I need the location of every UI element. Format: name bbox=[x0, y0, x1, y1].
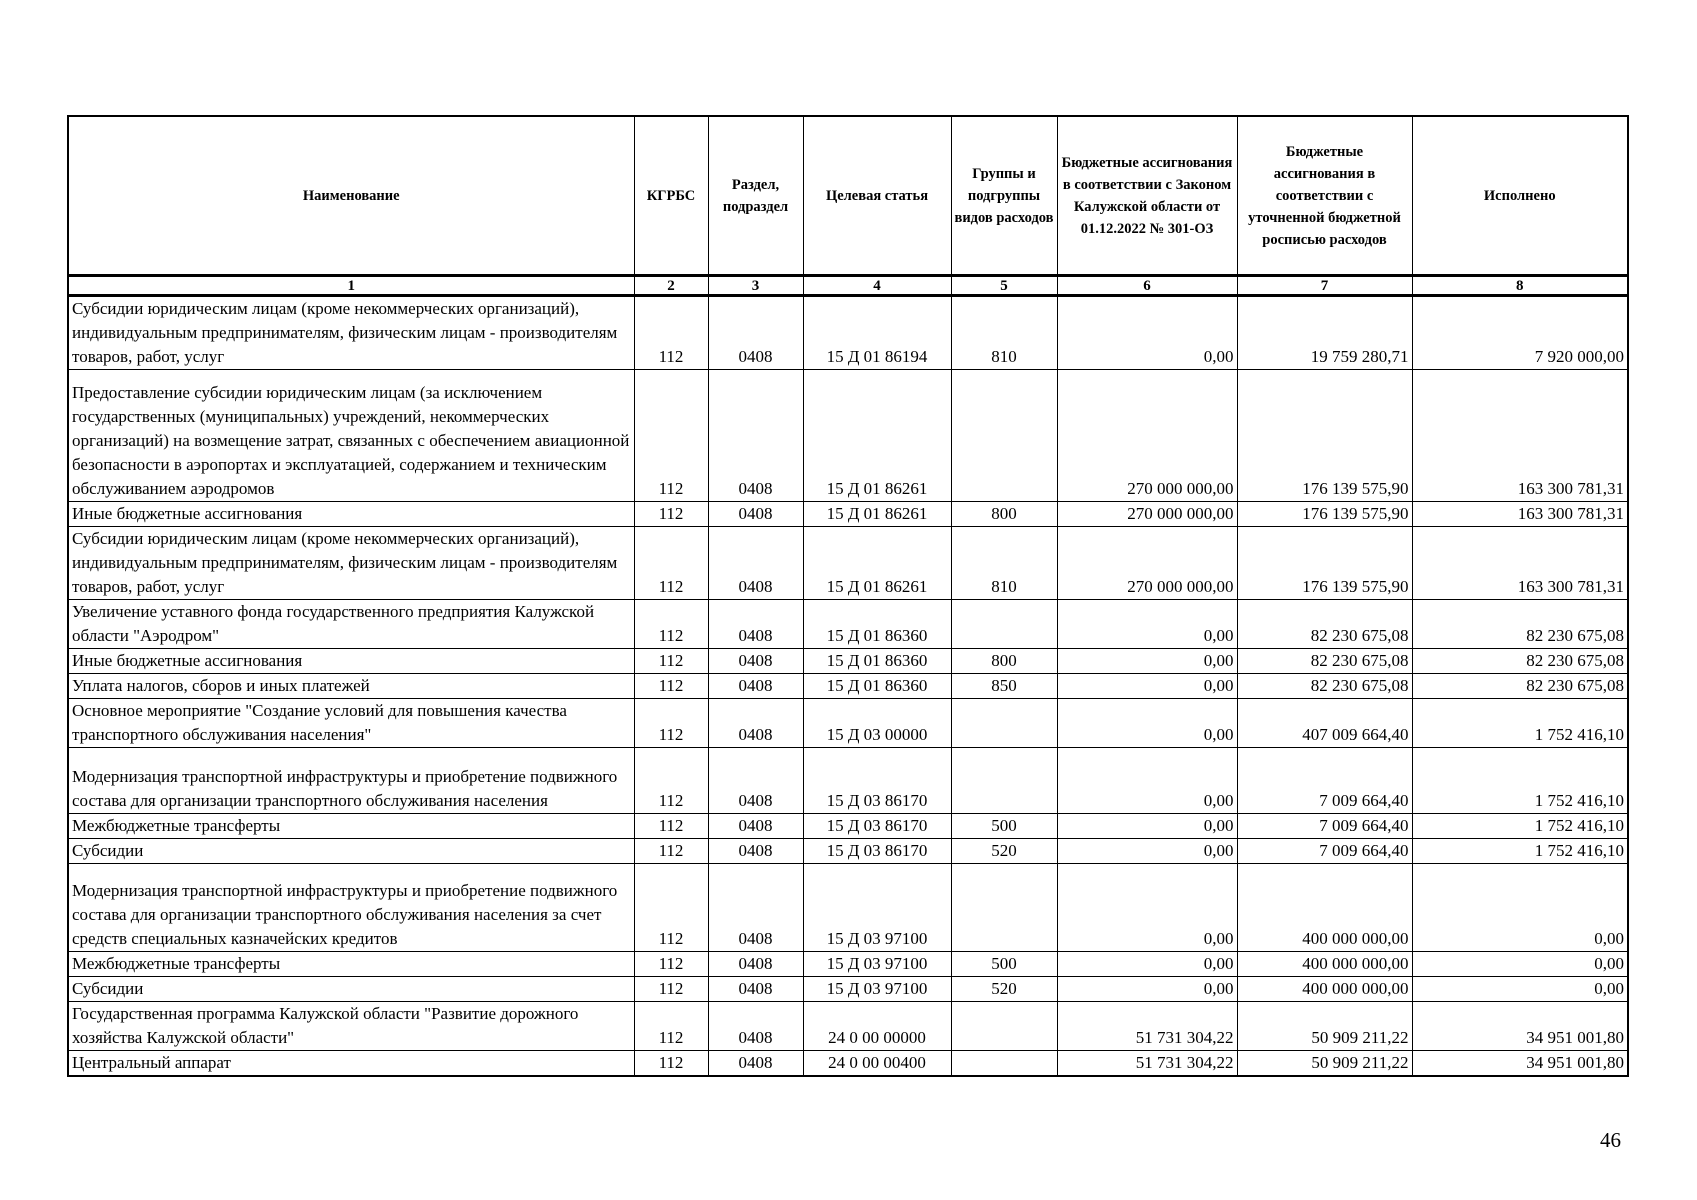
cell-executed: 163 300 781,31 bbox=[1412, 527, 1628, 600]
cell-name: Иные бюджетные ассигнования bbox=[68, 502, 634, 527]
cell-section: 0408 bbox=[708, 296, 803, 370]
page-number: 46 bbox=[1600, 1128, 1621, 1152]
cell-kgrbs: 112 bbox=[634, 502, 708, 527]
cell-section: 0408 bbox=[708, 748, 803, 814]
cell-law-allocation: 270 000 000,00 bbox=[1057, 502, 1237, 527]
cell-roll-allocation: 82 230 675,08 bbox=[1237, 600, 1412, 649]
cell-section: 0408 bbox=[708, 502, 803, 527]
cell-roll-allocation: 50 909 211,22 bbox=[1237, 1002, 1412, 1051]
cell-expense-group bbox=[951, 1051, 1057, 1077]
table-row bbox=[68, 864, 1628, 952]
cell-section: 0408 bbox=[708, 527, 803, 600]
table-row bbox=[68, 649, 1628, 674]
cell-section: 0408 bbox=[708, 370, 803, 502]
column-number-row bbox=[68, 276, 1628, 296]
cell-name: Субсидии bbox=[68, 977, 634, 1002]
cell-target-article: 15 Д 01 86261 bbox=[803, 370, 951, 502]
cell-roll-allocation: 400 000 000,00 bbox=[1237, 864, 1412, 952]
cell-expense-group: 800 bbox=[951, 502, 1057, 527]
header-kgrbs: КГРБС bbox=[634, 116, 708, 276]
cell-kgrbs: 112 bbox=[634, 649, 708, 674]
cell-section: 0408 bbox=[708, 977, 803, 1002]
cell-roll-allocation: 19 759 280,71 bbox=[1237, 296, 1412, 370]
cell-target-article: 15 Д 01 86360 bbox=[803, 674, 951, 699]
cell-law-allocation: 0,00 bbox=[1057, 600, 1237, 649]
cell-law-allocation: 0,00 bbox=[1057, 649, 1237, 674]
cell-section: 0408 bbox=[708, 649, 803, 674]
cell-name: Субсидии bbox=[68, 839, 634, 864]
cell-target-article: 15 Д 03 97100 bbox=[803, 864, 951, 952]
cell-roll-allocation: 82 230 675,08 bbox=[1237, 674, 1412, 699]
cell-law-allocation: 270 000 000,00 bbox=[1057, 370, 1237, 502]
cell-expense-group: 810 bbox=[951, 296, 1057, 370]
cell-target-article: 15 Д 03 97100 bbox=[803, 952, 951, 977]
cell-name: Государственная программа Калужской области "Развитие дорожного хозяйства Калужской области" bbox=[68, 1002, 634, 1051]
cell-expense-group: 520 bbox=[951, 977, 1057, 1002]
cell-target-article: 15 Д 01 86360 bbox=[803, 649, 951, 674]
table-row bbox=[68, 748, 1628, 814]
header-name: Наименование bbox=[68, 116, 634, 276]
cell-expense-group: 850 bbox=[951, 674, 1057, 699]
cell-target-article: 15 Д 01 86261 bbox=[803, 527, 951, 600]
cell-law-allocation: 0,00 bbox=[1057, 748, 1237, 814]
cell-law-allocation: 0,00 bbox=[1057, 839, 1237, 864]
cell-executed: 0,00 bbox=[1412, 977, 1628, 1002]
column-number: 4 bbox=[803, 276, 951, 296]
cell-kgrbs: 112 bbox=[634, 674, 708, 699]
cell-roll-allocation: 176 139 575,90 bbox=[1237, 502, 1412, 527]
cell-expense-group: 500 bbox=[951, 814, 1057, 839]
cell-roll-allocation: 176 139 575,90 bbox=[1237, 370, 1412, 502]
cell-kgrbs: 112 bbox=[634, 527, 708, 600]
cell-executed: 0,00 bbox=[1412, 952, 1628, 977]
cell-name: Иные бюджетные ассигнования bbox=[68, 649, 634, 674]
cell-name: Предоставление субсидии юридическим лицам (за исключением государственных (муниципальных) учреждений, некоммерческих организаций) на возмещение затрат, связанных с обеспечением авиационной безопасности в аэропортах и эксплуатацией, содержанием и техническим обслуживанием аэродромов bbox=[68, 370, 634, 502]
cell-executed: 0,00 bbox=[1412, 864, 1628, 952]
cell-section: 0408 bbox=[708, 839, 803, 864]
column-number: 7 bbox=[1237, 276, 1412, 296]
cell-expense-group: 520 bbox=[951, 839, 1057, 864]
table-row bbox=[68, 952, 1628, 977]
cell-kgrbs: 112 bbox=[634, 600, 708, 649]
cell-law-allocation: 0,00 bbox=[1057, 864, 1237, 952]
cell-name: Межбюджетные трансферты bbox=[68, 952, 634, 977]
table-row bbox=[68, 1051, 1628, 1077]
table-row bbox=[68, 977, 1628, 1002]
table-row bbox=[68, 1002, 1628, 1051]
table-row bbox=[68, 699, 1628, 748]
header-expense-group: Группы и подгруппы видов расходов bbox=[951, 116, 1057, 276]
table-row bbox=[68, 527, 1628, 600]
cell-expense-group: 810 bbox=[951, 527, 1057, 600]
cell-target-article: 15 Д 03 86170 bbox=[803, 814, 951, 839]
column-number: 6 bbox=[1057, 276, 1237, 296]
cell-executed: 163 300 781,31 bbox=[1412, 502, 1628, 527]
cell-name: Субсидии юридическим лицам (кроме некоммерческих организаций), индивидуальным предпринимателям, физическим лицам - производителям товаров, работ, услуг bbox=[68, 527, 634, 600]
cell-roll-allocation: 7 009 664,40 bbox=[1237, 748, 1412, 814]
cell-kgrbs: 112 bbox=[634, 748, 708, 814]
cell-executed: 1 752 416,10 bbox=[1412, 699, 1628, 748]
cell-kgrbs: 112 bbox=[634, 977, 708, 1002]
cell-law-allocation: 0,00 bbox=[1057, 296, 1237, 370]
header-law-allocation: Бюджетные ассигнования в соответствии с Законом Калужской области от 01.12.2022 № 301-ОЗ bbox=[1057, 116, 1237, 276]
table-row bbox=[68, 296, 1628, 370]
cell-expense-group bbox=[951, 699, 1057, 748]
cell-law-allocation: 0,00 bbox=[1057, 814, 1237, 839]
cell-roll-allocation: 400 000 000,00 bbox=[1237, 977, 1412, 1002]
cell-expense-group: 500 bbox=[951, 952, 1057, 977]
cell-law-allocation: 0,00 bbox=[1057, 952, 1237, 977]
header-row bbox=[68, 116, 1628, 276]
cell-expense-group: 800 bbox=[951, 649, 1057, 674]
cell-expense-group bbox=[951, 600, 1057, 649]
cell-target-article: 15 Д 03 86170 bbox=[803, 748, 951, 814]
cell-roll-allocation: 7 009 664,40 bbox=[1237, 814, 1412, 839]
cell-executed: 34 951 001,80 bbox=[1412, 1002, 1628, 1051]
cell-roll-allocation: 7 009 664,40 bbox=[1237, 839, 1412, 864]
header-section: Раздел, подраздел bbox=[708, 116, 803, 276]
cell-roll-allocation: 176 139 575,90 bbox=[1237, 527, 1412, 600]
cell-section: 0408 bbox=[708, 1051, 803, 1077]
cell-executed: 82 230 675,08 bbox=[1412, 600, 1628, 649]
cell-kgrbs: 112 bbox=[634, 864, 708, 952]
cell-law-allocation: 0,00 bbox=[1057, 699, 1237, 748]
cell-kgrbs: 112 bbox=[634, 839, 708, 864]
cell-kgrbs: 112 bbox=[634, 952, 708, 977]
cell-roll-allocation: 400 000 000,00 bbox=[1237, 952, 1412, 977]
cell-section: 0408 bbox=[708, 814, 803, 839]
cell-kgrbs: 112 bbox=[634, 296, 708, 370]
cell-law-allocation: 0,00 bbox=[1057, 977, 1237, 1002]
cell-roll-allocation: 50 909 211,22 bbox=[1237, 1051, 1412, 1077]
cell-expense-group bbox=[951, 370, 1057, 502]
table-row bbox=[68, 502, 1628, 527]
cell-target-article: 15 Д 03 00000 bbox=[803, 699, 951, 748]
cell-target-article: 15 Д 01 86360 bbox=[803, 600, 951, 649]
header-roll-allocation: Бюджетные ассигнования в соответствии с уточненной бюджетной росписью расходов bbox=[1237, 116, 1412, 276]
cell-kgrbs: 112 bbox=[634, 370, 708, 502]
cell-target-article: 15 Д 03 86170 bbox=[803, 839, 951, 864]
table-row bbox=[68, 814, 1628, 839]
cell-name: Межбюджетные трансферты bbox=[68, 814, 634, 839]
header-target-article: Целевая статья bbox=[803, 116, 951, 276]
column-number: 2 bbox=[634, 276, 708, 296]
cell-executed: 82 230 675,08 bbox=[1412, 674, 1628, 699]
cell-executed: 163 300 781,31 bbox=[1412, 370, 1628, 502]
cell-expense-group bbox=[951, 748, 1057, 814]
cell-name: Субсидии юридическим лицам (кроме некоммерческих организаций), индивидуальным предпринимателям, физическим лицам - производителям товаров, работ, услуг bbox=[68, 296, 634, 370]
table-body bbox=[68, 296, 1628, 1077]
cell-law-allocation: 270 000 000,00 bbox=[1057, 527, 1237, 600]
cell-target-article: 15 Д 01 86261 bbox=[803, 502, 951, 527]
cell-roll-allocation: 407 009 664,40 bbox=[1237, 699, 1412, 748]
cell-section: 0408 bbox=[708, 1002, 803, 1051]
cell-law-allocation: 0,00 bbox=[1057, 674, 1237, 699]
cell-executed: 1 752 416,10 bbox=[1412, 748, 1628, 814]
cell-law-allocation: 51 731 304,22 bbox=[1057, 1051, 1237, 1077]
cell-section: 0408 bbox=[708, 674, 803, 699]
cell-kgrbs: 112 bbox=[634, 699, 708, 748]
cell-law-allocation: 51 731 304,22 bbox=[1057, 1002, 1237, 1051]
header-executed: Исполнено bbox=[1412, 116, 1628, 276]
column-number: 8 bbox=[1412, 276, 1628, 296]
column-number: 3 bbox=[708, 276, 803, 296]
cell-executed: 1 752 416,10 bbox=[1412, 814, 1628, 839]
cell-name: Модернизация транспортной инфраструктуры и приобретение подвижного состава для организации транспортного обслуживания населения bbox=[68, 748, 634, 814]
table-row bbox=[68, 370, 1628, 502]
cell-section: 0408 bbox=[708, 952, 803, 977]
cell-section: 0408 bbox=[708, 864, 803, 952]
column-number: 1 bbox=[68, 276, 634, 296]
cell-target-article: 24 0 00 00000 bbox=[803, 1002, 951, 1051]
cell-name: Уплата налогов, сборов и иных платежей bbox=[68, 674, 634, 699]
cell-name: Центральный аппарат bbox=[68, 1051, 634, 1077]
budget-table bbox=[67, 115, 1629, 1077]
cell-section: 0408 bbox=[708, 600, 803, 649]
cell-kgrbs: 112 bbox=[634, 814, 708, 839]
cell-executed: 7 920 000,00 bbox=[1412, 296, 1628, 370]
cell-expense-group bbox=[951, 1002, 1057, 1051]
cell-target-article: 15 Д 03 97100 bbox=[803, 977, 951, 1002]
cell-kgrbs: 112 bbox=[634, 1002, 708, 1051]
column-number: 5 bbox=[951, 276, 1057, 296]
cell-name: Основное мероприятие "Создание условий для повышения качества транспортного обслуживания населения" bbox=[68, 699, 634, 748]
table-row bbox=[68, 674, 1628, 699]
cell-target-article: 15 Д 01 86194 bbox=[803, 296, 951, 370]
cell-executed: 34 951 001,80 bbox=[1412, 1051, 1628, 1077]
cell-name: Увеличение уставного фонда государственного предприятия Калужской области "Аэродром" bbox=[68, 600, 634, 649]
cell-roll-allocation: 82 230 675,08 bbox=[1237, 649, 1412, 674]
cell-expense-group bbox=[951, 864, 1057, 952]
cell-name: Модернизация транспортной инфраструктуры и приобретение подвижного состава для организации транспортного обслуживания населения за счет средств специальных казначейских кредитов bbox=[68, 864, 634, 952]
table-header bbox=[68, 116, 1628, 296]
cell-target-article: 24 0 00 00400 bbox=[803, 1051, 951, 1077]
cell-executed: 1 752 416,10 bbox=[1412, 839, 1628, 864]
cell-executed: 82 230 675,08 bbox=[1412, 649, 1628, 674]
cell-section: 0408 bbox=[708, 699, 803, 748]
table-row bbox=[68, 839, 1628, 864]
table-row bbox=[68, 600, 1628, 649]
cell-kgrbs: 112 bbox=[634, 1051, 708, 1077]
